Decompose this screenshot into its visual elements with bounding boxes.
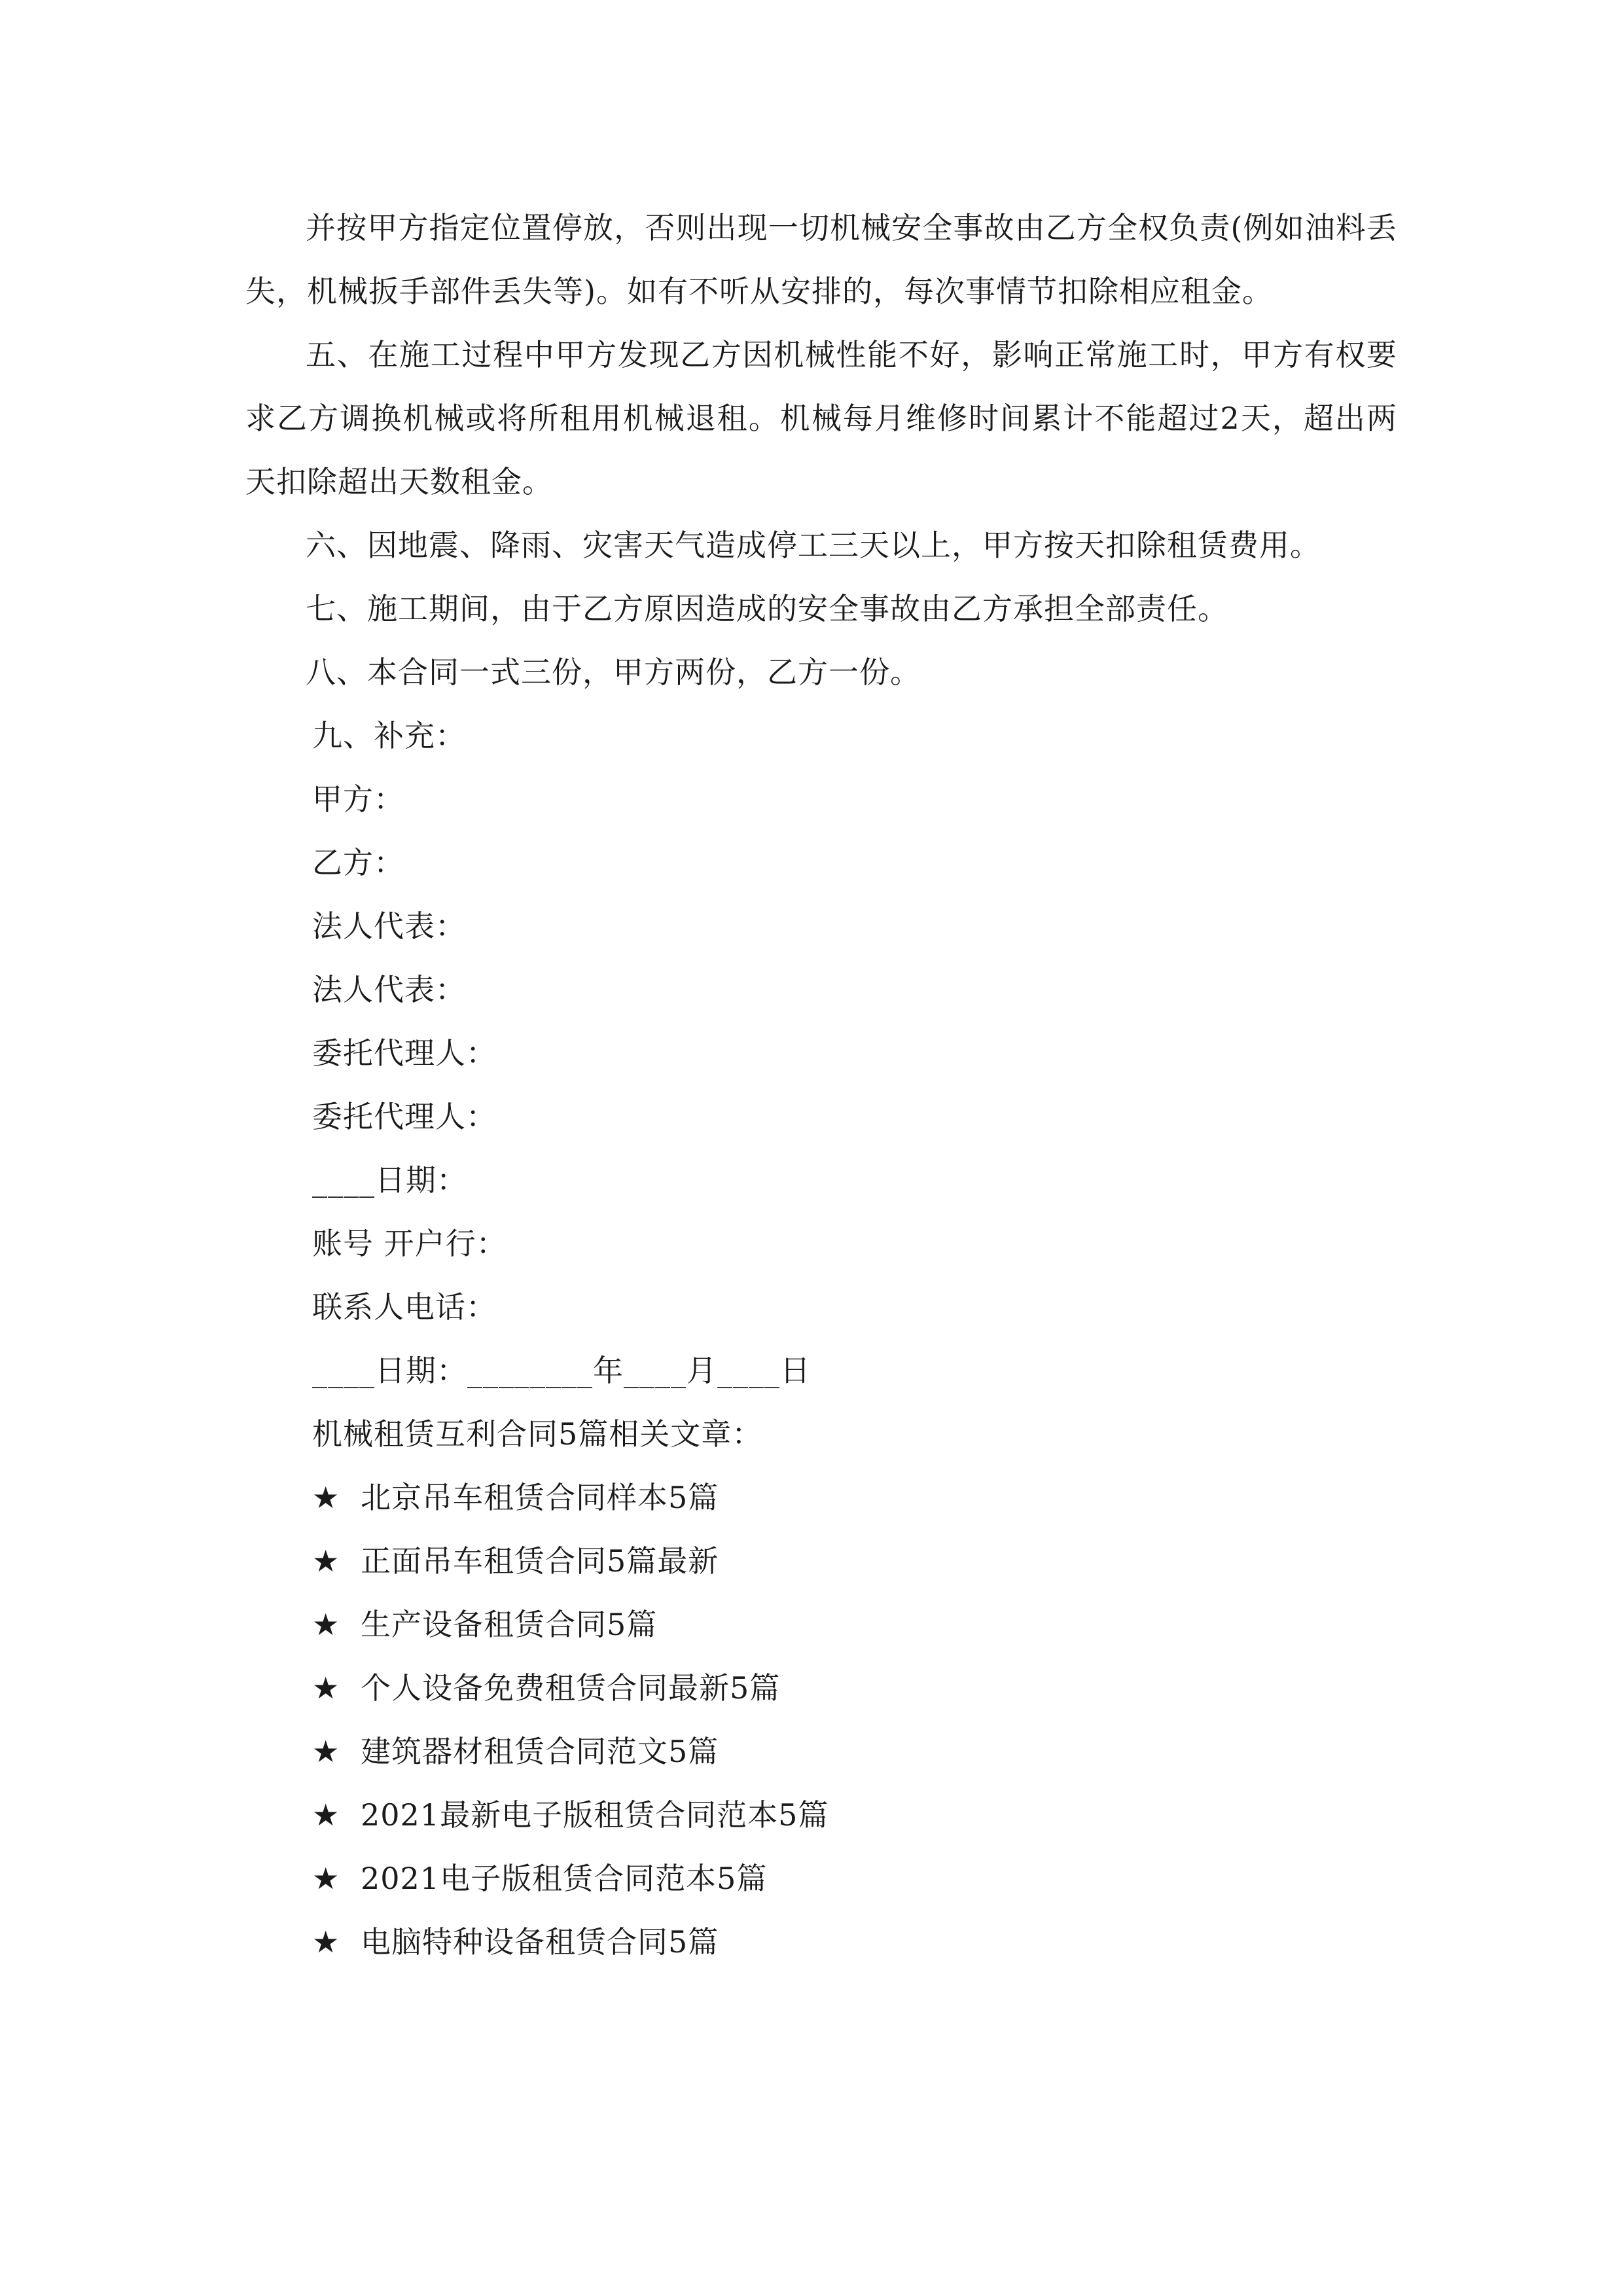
clause-paragraph: 七、施工期间，由于乙方原因造成的安全事故由乙方承担全部责任。 [306,591,1228,626]
star-icon: ★ [312,1607,340,1642]
supplement-line: 九、补充： [312,718,466,753]
related-article-link[interactable] [245,1466,1397,1530]
related-article-title: 北京吊车租赁合同样本5篇 [361,1480,719,1515]
full-date-line: ____日期：________年____月____日 [312,1353,811,1388]
related-article-title: 电脑特种设备租赁合同5篇 [361,1924,719,1960]
party-a-line: 甲方： [312,781,404,817]
party-b-line: 乙方： [312,845,404,880]
related-article-link[interactable] [245,1593,1397,1657]
star-icon: ★ [312,1543,340,1579]
related-article-title: 个人设备免费租赁合同最新5篇 [361,1670,781,1706]
contact-phone-line: 联系人电话： [312,1289,497,1325]
related-article-link[interactable] [245,1530,1397,1593]
related-article-title: 2021最新电子版租赁合同范本5篇 [361,1797,829,1833]
clause-paragraph: 并按甲方指定位置停放，否则出现一切机械安全事故由乙方全权负责(例如油料丢失，机械扳手部件丢失等)。如有不听从安排的，每次事情节扣除相应租金。 [245,210,1397,309]
related-article-title: 2021电子版租赁合同范本5篇 [361,1861,768,1896]
star-icon: ★ [312,1670,340,1706]
related-article-title: 正面吊车租赁合同5篇最新 [361,1543,719,1579]
legal-rep-line: 法人代表： [312,908,466,944]
clause-paragraph: 八、本合同一式三份，甲方两份，乙方一份。 [306,655,921,690]
related-article-title: 建筑器材租赁合同范文5篇 [361,1734,719,1769]
agent-line: 委托代理人： [312,1035,497,1071]
star-icon: ★ [312,1797,340,1833]
related-article-link[interactable] [245,1720,1397,1784]
star-icon: ★ [312,1480,340,1515]
clause-paragraph: 六、因地震、降雨、灾害天气造成停工三天以上，甲方按天扣除租赁费用。 [306,528,1321,563]
clause-paragraph: 五、在施工过程中甲方发现乙方因机械性能不好，影响正常施工时，甲方有权要求乙方调换机械或将所租用机械退租。机械每月维修时间累计不能超过2天，超出两天扣除超出天数租金。 [245,337,1397,499]
agent-line: 委托代理人： [312,1099,497,1134]
star-icon: ★ [312,1924,340,1960]
related-article-link[interactable] [245,1910,1397,1974]
related-article-link[interactable] [245,1847,1397,1910]
date-line: ____日期： [312,1162,467,1198]
account-line: 账号 开户行： [312,1226,507,1261]
document-body [245,196,1397,1974]
star-icon: ★ [312,1734,340,1769]
related-article-title: 生产设备租赁合同5篇 [361,1607,658,1642]
related-article-link[interactable] [245,1784,1397,1847]
legal-rep-line: 法人代表： [312,972,466,1007]
related-article-link[interactable] [245,1657,1397,1720]
related-articles-heading: 机械租赁互利合同5篇相关文章： [312,1416,763,1452]
star-icon: ★ [312,1861,340,1896]
